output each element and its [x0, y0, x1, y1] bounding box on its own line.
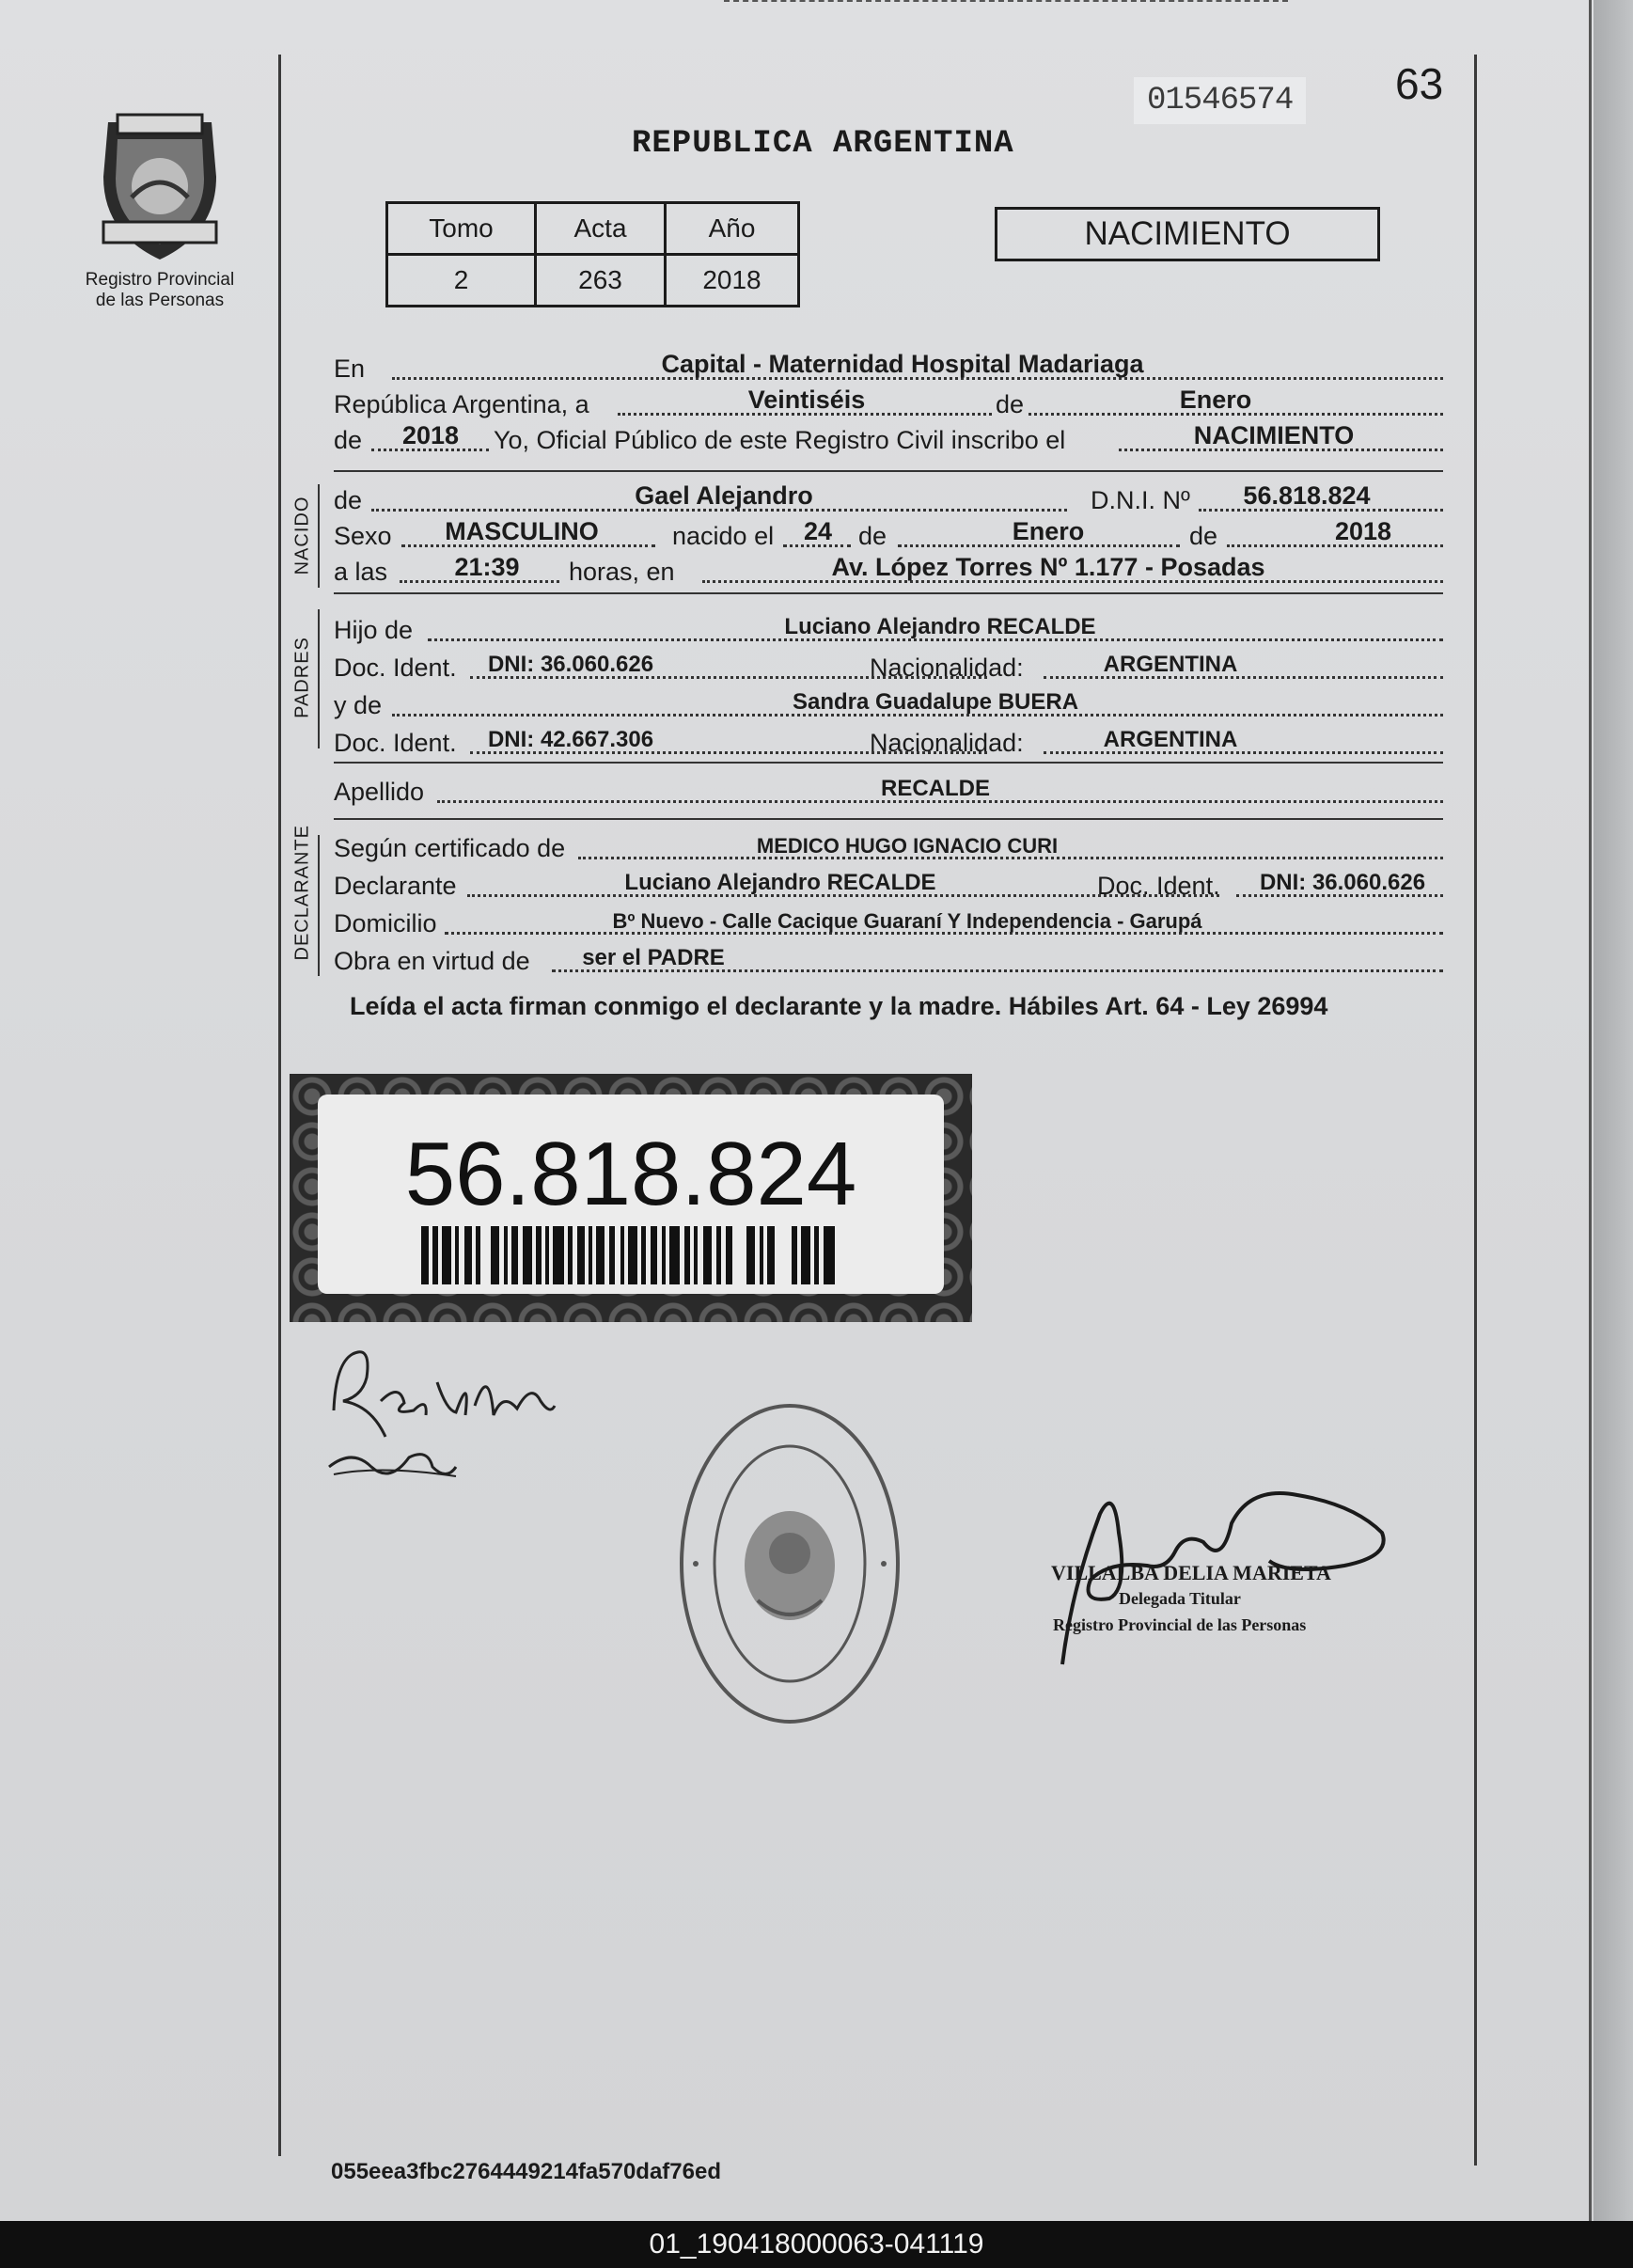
outer-right-line — [1589, 0, 1592, 2221]
province-logo — [89, 111, 230, 266]
official-name: VILLALBA DELIA MARIETA — [1051, 1561, 1331, 1584]
label-nacionalidad: Nacionalidad: — [870, 729, 1024, 757]
page-number: 63 — [1395, 59, 1444, 108]
value-day-text: Veintiséis — [747, 386, 866, 414]
value-child-dni: 56.818.824 — [1243, 481, 1371, 510]
label-sexo: Sexo — [334, 522, 392, 550]
row-certificado — [334, 827, 1443, 865]
official-org: Registro Provincial de las Personas — [1053, 1615, 1307, 1634]
section-divider — [334, 762, 1443, 764]
label-nacido-el: nacido el — [672, 522, 775, 550]
side-label-nacido: NACIDO — [291, 496, 313, 575]
value-father-doc: DNI: 36.060.626 — [487, 652, 654, 677]
row-nacido-sexo — [334, 515, 1443, 553]
side-bar-declarante — [318, 835, 320, 976]
row-nacido-name — [334, 480, 1443, 517]
row-en — [334, 348, 1443, 386]
label-dni: D.N.I. Nº — [1091, 486, 1190, 514]
side-label-padres: PADRES — [291, 637, 313, 718]
label-en: En — [334, 354, 366, 383]
dotted-line — [618, 413, 1443, 416]
table-header: Año — [666, 203, 799, 255]
side-bar-nacido — [318, 484, 320, 588]
table-header: Acta — [536, 203, 666, 255]
row-nacido-hora — [334, 551, 1443, 589]
label-obra-en-virtud: Obra en virtud de — [334, 947, 530, 975]
value-declarant-name: Luciano Alejandro RECALDE — [624, 870, 936, 895]
label-de: de — [992, 390, 1028, 419]
document-title: REPUBLICA ARGENTINA — [632, 126, 1014, 162]
label-a-las: a las — [334, 558, 388, 586]
barcode-panel — [318, 1095, 944, 1294]
value-mother-doc: DNI: 42.667.306 — [487, 727, 654, 752]
label-doc-ident: Doc. Ident. — [334, 729, 457, 757]
table-cell: 2 — [387, 255, 536, 307]
label-doc-ident: Doc. Ident. — [334, 654, 457, 682]
row-declarante — [334, 865, 1443, 903]
value-birth-month: Enero — [1012, 517, 1085, 545]
value-mother-name: Sandra Guadalupe BUERA — [792, 689, 1079, 715]
right-margin-line — [1474, 55, 1477, 2166]
label-doc-ident: Doc. Ident. — [1097, 872, 1220, 900]
value-birth-year: 2018 — [1334, 517, 1392, 545]
row-domicilio — [334, 903, 1443, 940]
value-birth-place: Av. López Torres Nº 1.177 - Posadas — [831, 553, 1265, 581]
label-apellido: Apellido — [334, 778, 425, 806]
value-place: Capital - Maternidad Hospital Madariaga — [661, 350, 1144, 378]
label-inscribo: Yo, Oficial Público de este Registro Civil inscribo el — [494, 426, 1066, 454]
table-header: Tomo — [387, 203, 536, 255]
section-divider — [334, 470, 1443, 472]
record-type-box: NACIMIENTO — [995, 207, 1380, 261]
label-declarante: Declarante — [334, 872, 457, 900]
barcode-number: 56.818.824 — [404, 1124, 857, 1224]
official-title: Delegada Titular — [1119, 1589, 1241, 1608]
label-segun-certificado: Según certificado de — [334, 834, 566, 862]
label-y-de: y de — [334, 691, 383, 719]
official-stamp — [675, 1398, 905, 1729]
row-father-doc — [334, 647, 1443, 685]
side-bar-padres — [318, 609, 320, 748]
value-year: 2018 — [401, 421, 460, 449]
label-de: de — [858, 522, 887, 550]
label-horas-en: horas, en — [569, 558, 675, 586]
label-de: de — [334, 486, 363, 514]
label-de: de — [334, 426, 363, 454]
value-child-name: Gael Alejandro — [635, 481, 813, 510]
serial-number: 01546574 — [1134, 77, 1306, 124]
value-father-nationality: ARGENTINA — [1103, 652, 1238, 677]
row-mother-doc — [334, 722, 1443, 760]
value-month: Enero — [1179, 386, 1252, 414]
table-cell: 2018 — [666, 255, 799, 307]
scan-id-bar: 01_190418000063-041119 — [0, 2221, 1633, 2268]
value-act-type: NACIMIENTO — [1193, 421, 1355, 449]
row-inscribo — [334, 419, 1443, 457]
value-obra: ser el PADRE — [582, 945, 725, 970]
row-obra — [334, 940, 1443, 978]
row-apellido — [334, 771, 1443, 809]
value-surname: RECALDE — [880, 776, 991, 801]
label-de: de — [1189, 522, 1218, 550]
declarant-signature — [315, 1326, 569, 1495]
dni-barcode-label — [290, 1074, 972, 1322]
label-domicilio: Domicilio — [334, 909, 437, 937]
value-mother-nationality: ARGENTINA — [1103, 727, 1238, 752]
value-birth-day: 24 — [803, 517, 833, 545]
value-certifying-doctor: MEDICO HUGO IGNACIO CURI — [756, 834, 1059, 858]
value-declarant-doc: DNI: 36.060.626 — [1259, 870, 1426, 895]
row-y-de — [334, 685, 1443, 722]
logo-caption-line-1: Registro Provincial — [85, 270, 235, 290]
label-hijo-de: Hijo de — [334, 616, 414, 644]
logo-caption — [66, 270, 254, 311]
label-nacionalidad: Nacionalidad: — [870, 654, 1024, 682]
value-sex: MASCULINO — [445, 517, 599, 545]
legal-text: Leída el acta firman conmigo el declarante y la madre. Hábiles Art. 64 - Ley 26994 — [350, 992, 1328, 1020]
section-divider — [334, 818, 1443, 820]
top-cut-line — [724, 0, 1288, 8]
value-address: Bº Nuevo - Calle Cacique Guaraní Y Independencia - Garupá — [612, 909, 1202, 933]
section-divider — [334, 592, 1443, 594]
logo-caption-line-2: de las Personas — [95, 291, 225, 310]
tomo-acta-table — [385, 201, 800, 307]
barcode-bars — [421, 1226, 835, 1284]
row-hijo-de — [334, 609, 1443, 647]
row-republica — [334, 384, 1443, 421]
document-hash: 055eea3fbc2764449214fa570daf76ed — [331, 2159, 721, 2184]
value-birth-hour: 21:39 — [454, 553, 520, 581]
side-label-declarante: DECLARANTE — [291, 825, 313, 961]
page-edge-shadow — [1594, 0, 1633, 2221]
label-republica: República Argentina, a — [334, 390, 589, 418]
table-cell: 263 — [536, 255, 666, 307]
left-margin-line — [278, 55, 281, 2156]
value-father-name: Luciano Alejandro RECALDE — [784, 614, 1096, 639]
